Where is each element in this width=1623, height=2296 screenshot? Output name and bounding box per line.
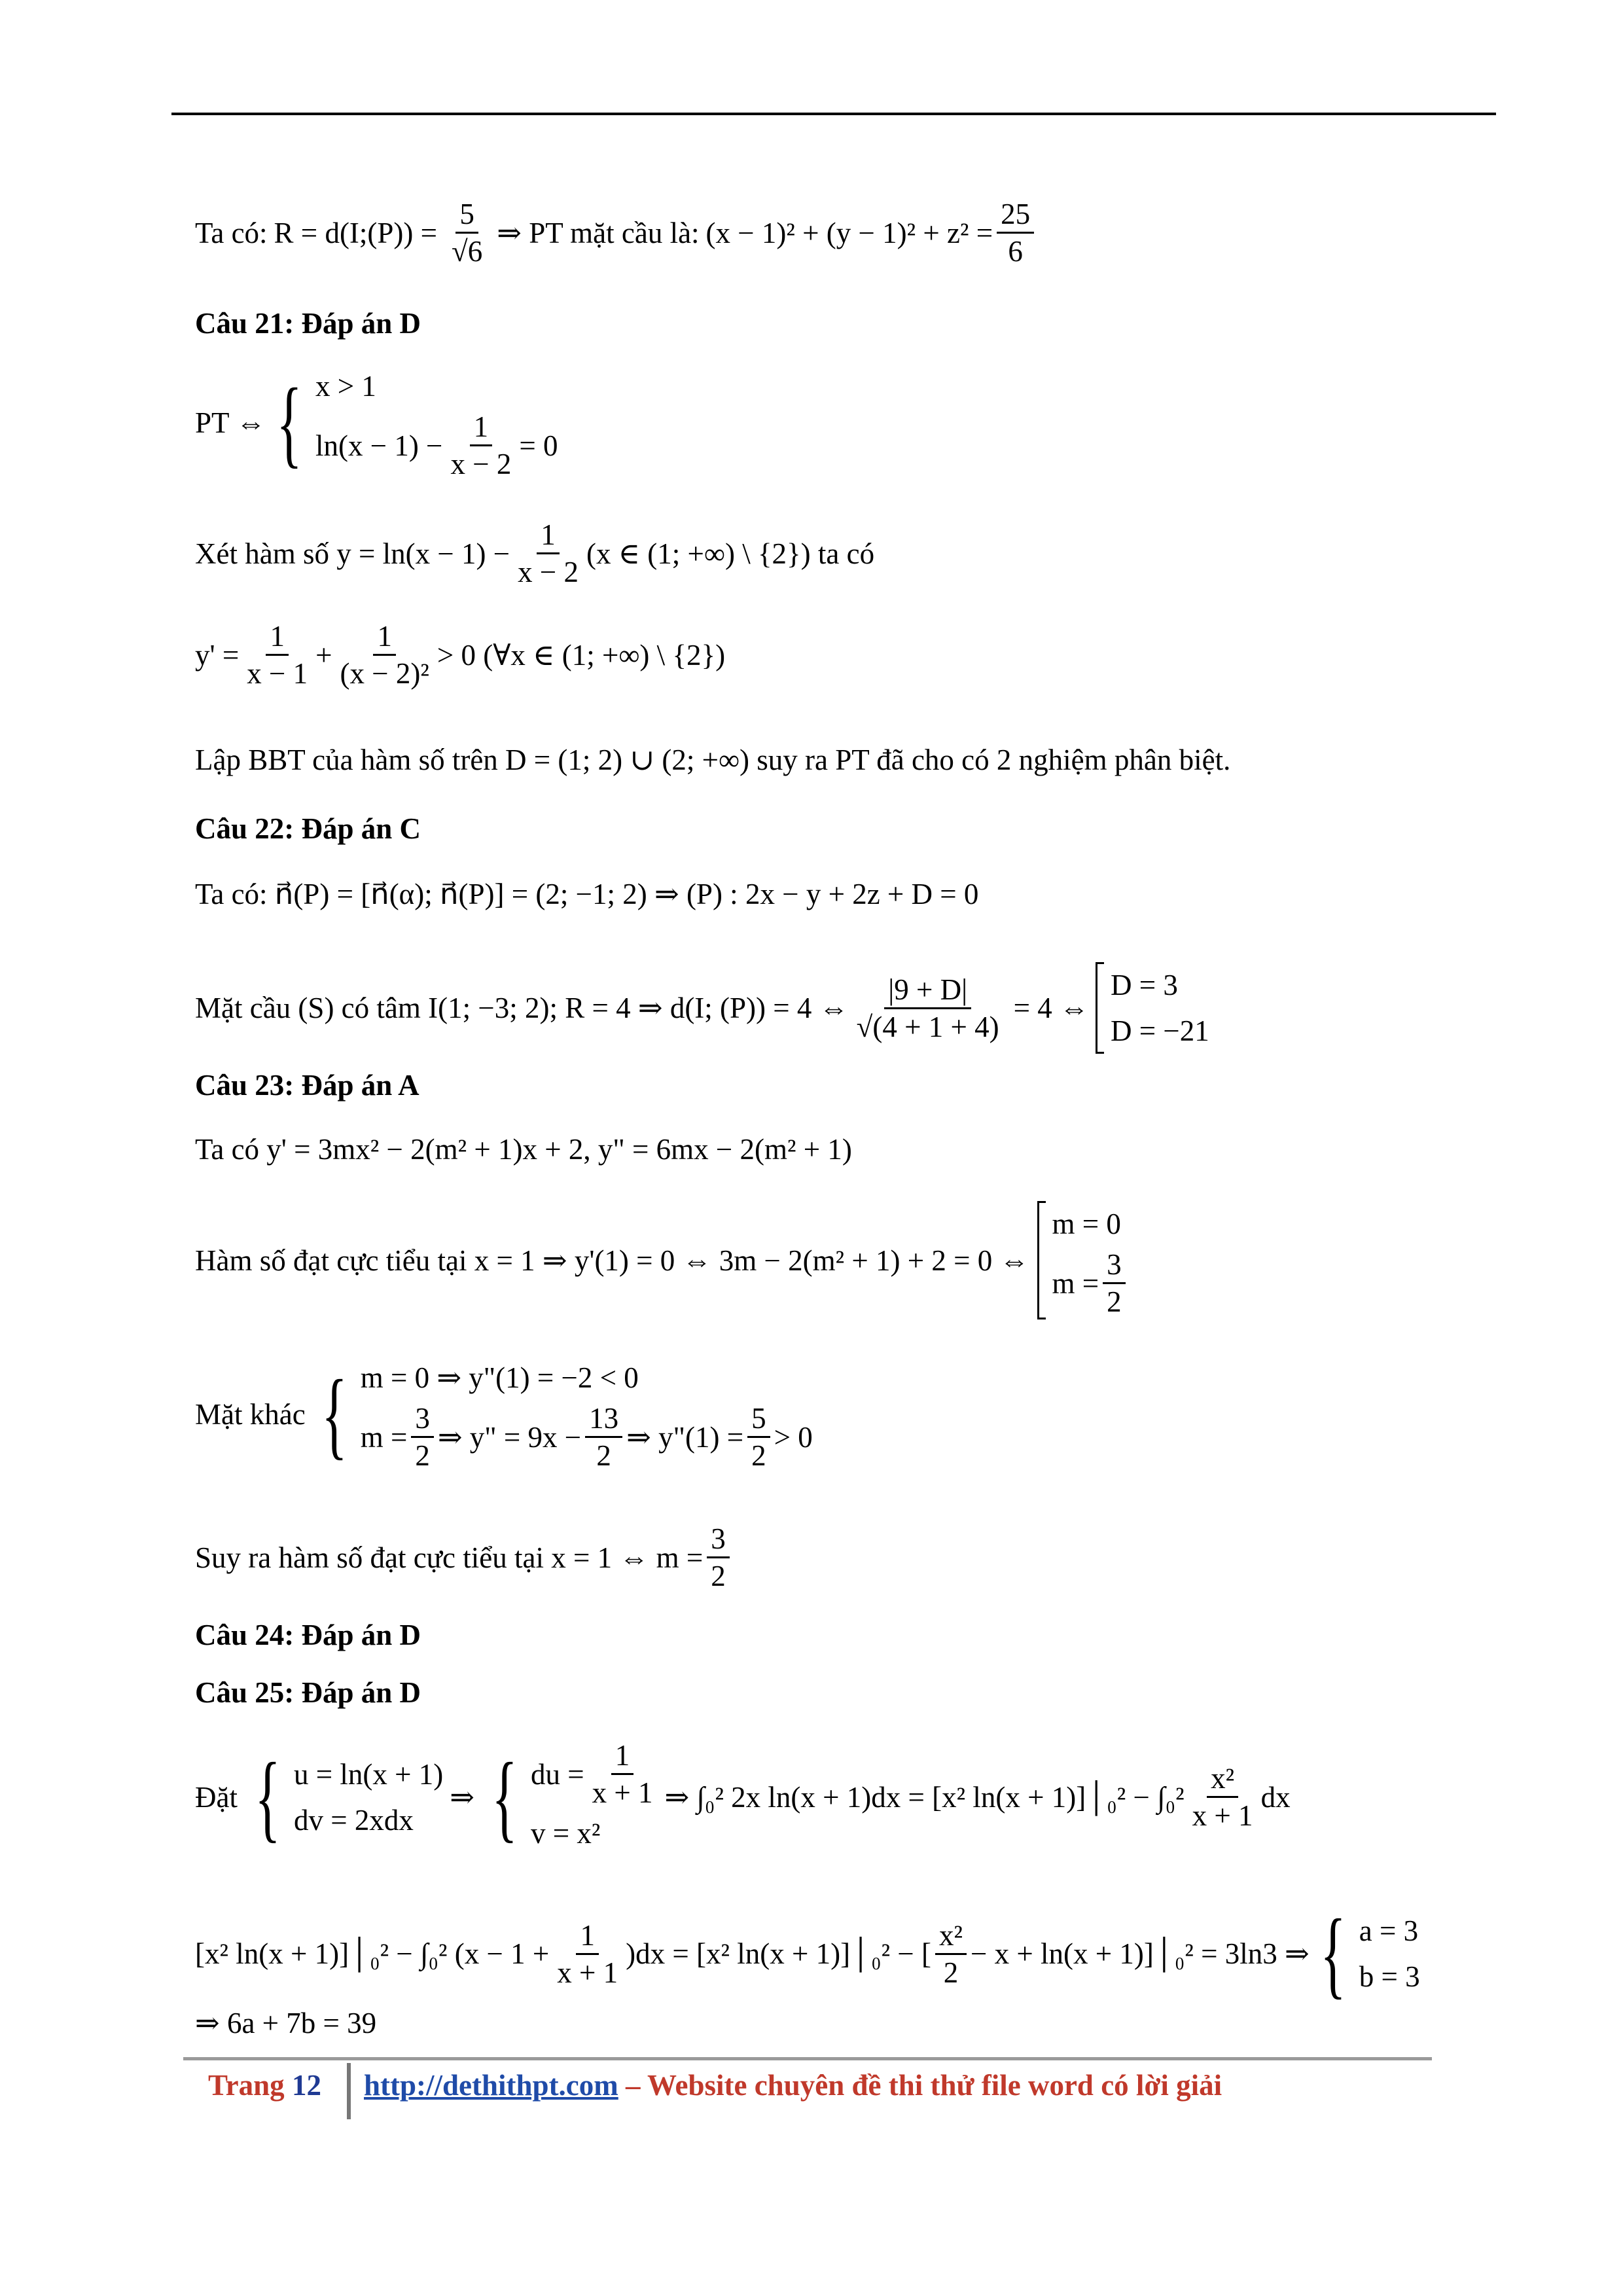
system-line: b = 3 [1359, 1960, 1420, 1993]
text: ⇒ PT mặt cầu là: [497, 216, 700, 249]
footer-text [364, 2068, 1222, 2102]
fraction [707, 1521, 730, 1594]
solution-line: m = 0 [1052, 1208, 1121, 1240]
denominator: 2 [751, 1439, 766, 1472]
question-heading: Câu 23: Đáp án A [195, 1069, 419, 1102]
integration-line [195, 1899, 1420, 2008]
denominator: √6 [452, 235, 483, 268]
denominator: x + 1 [557, 1956, 618, 1989]
brace-icon: { [491, 1742, 518, 1852]
numerator: 1 [537, 517, 560, 554]
math: Suy ra hàm số đạt cực tiểu tại x = 1 ⇔ m = [195, 1541, 704, 1574]
math: )dx = [x² ln(x + 1)]│₀² − [ [626, 1937, 932, 1970]
math: y' = [195, 638, 240, 672]
denominator: (x − 2)² [340, 657, 429, 690]
math: du = [530, 1757, 584, 1791]
fraction [243, 619, 312, 691]
numerator: 3 [411, 1401, 434, 1438]
numerator: 3 [707, 1521, 730, 1558]
website-link[interactable]: http://dethithpt.com [364, 2069, 618, 2102]
math: + [315, 638, 332, 672]
math: m = [1052, 1266, 1099, 1300]
system-line: dv = 2xdx [293, 1803, 414, 1837]
math: Xét hàm số y = ln(x − 1) − [195, 537, 510, 570]
math: ⇒ y" = 9x − [437, 1420, 582, 1454]
math: m = [360, 1420, 408, 1454]
numerator: |9 + D| [884, 972, 971, 1009]
footer-separator [347, 2063, 351, 2119]
math: (x − 1)² + (y − 1)² + z² = [705, 216, 993, 249]
numerator: 5 [455, 196, 478, 234]
system [266, 363, 558, 482]
fraction [747, 1401, 770, 1473]
question-heading: Câu 22: Đáp án C [195, 812, 421, 845]
text: Ta có: [195, 216, 268, 249]
fraction [448, 196, 486, 269]
substitution-line [195, 1738, 1291, 1856]
system [311, 1355, 813, 1473]
system-line: x > 1 [315, 370, 376, 403]
final-answer: ⇒ 6a + 7b = 39 [195, 2007, 377, 2039]
math: > 0 (∀x ∈ (1; +∞) \ {2}) [437, 638, 726, 672]
system-line: a = 3 [1359, 1914, 1419, 1947]
fraction [411, 1401, 434, 1473]
fraction [997, 196, 1034, 269]
suy-ra-line [195, 1521, 734, 1594]
text: PT ⇔ [195, 406, 266, 439]
denominator: 2 [1107, 1285, 1122, 1318]
denominator: 6 [1008, 235, 1023, 268]
brace-icon: { [321, 1359, 348, 1469]
brace-icon: { [276, 368, 302, 477]
numerator: 1 [576, 1918, 599, 1955]
normal-vector-line: Ta có: n⃗(P) = [n⃗(α); n⃗(P)] = (2; −1; 2) ⇒ (P) : 2x − y + 2z + D = 0 [195, 878, 979, 910]
solution-line [1052, 1247, 1130, 1319]
sphere-distance-line [195, 962, 1209, 1054]
system-line [361, 1401, 813, 1473]
question-heading: Câu 21: Đáp án D [195, 307, 421, 340]
math: = 0 [519, 429, 558, 462]
math: ⇒ [450, 1780, 474, 1814]
math: = 4 ⇔ [1013, 992, 1089, 1024]
fraction [585, 1401, 622, 1473]
question-heading: Câu 25: Đáp án D [195, 1676, 421, 1709]
brace-icon: { [255, 1742, 281, 1852]
solution-set [1096, 962, 1209, 1054]
page-num: 12 [291, 2069, 321, 2102]
numerator: 1 [611, 1738, 634, 1775]
system [244, 1742, 444, 1852]
fraction [553, 1918, 622, 1990]
system-line: u = ln(x + 1) [293, 1757, 444, 1791]
math: Mặt cầu (S) có tâm I(1; −3; 2); R = 4 ⇒ d(I; (P)) = 4 ⇔ [195, 992, 849, 1024]
numerator: 1 [373, 619, 396, 656]
numerator: 13 [585, 1401, 622, 1438]
math: ⇒ y"(1) = [626, 1420, 744, 1454]
system [1310, 1899, 1420, 2008]
denominator: 2 [943, 1956, 959, 1989]
question-heading: Câu 24: Đáp án D [195, 1619, 421, 1651]
derivative-line [195, 619, 725, 691]
solution-line: D = −21 [1111, 1014, 1209, 1047]
fraction [935, 1918, 967, 1990]
fraction [853, 972, 1003, 1045]
system-line [315, 409, 558, 482]
denominator: x + 1 [592, 1776, 653, 1809]
pt-system [195, 363, 558, 482]
brace-icon: { [1319, 1899, 1346, 2008]
math: dx [1260, 1780, 1291, 1814]
math: ⇒ ∫₀² 2x ln(x + 1)dx = [x² ln(x + 1)]│₀² − ∫₀² [664, 1780, 1185, 1814]
system-line: v = x² [530, 1817, 601, 1850]
conclusion-line: Lập BBT của hàm số trên D = (1; 2) ∪ (2; +∞) suy ra PT đã cho có 2 nghiệm phân biệt. [195, 744, 1231, 776]
text: Đặt [195, 1780, 238, 1814]
xet-ham-so [195, 517, 874, 590]
fraction [336, 619, 433, 691]
denominator: x − 2 [518, 556, 579, 588]
fraction [514, 517, 582, 590]
fraction [446, 409, 515, 482]
numerator: x² [1207, 1761, 1238, 1798]
denominator: 2 [596, 1439, 611, 1472]
page-label: Trang [208, 2069, 285, 2102]
denominator: x − 2 [450, 448, 512, 480]
system [481, 1738, 661, 1856]
numerator: 5 [747, 1401, 770, 1438]
fraction [588, 1738, 657, 1810]
sphere-equation-line [195, 196, 1038, 269]
solution-set [1037, 1201, 1130, 1319]
denominator: √(4 + 1 + 4) [856, 1010, 999, 1043]
math: Hàm số đạt cực tiểu tại x = 1 ⇒ y'(1) = 0 ⇔ 3m − 2(m² + 1) + 2 = 0 ⇔ [195, 1244, 1029, 1277]
numerator: 3 [1103, 1247, 1126, 1284]
math: R = d(I;(P)) = [274, 216, 438, 249]
denominator: 2 [711, 1560, 726, 1592]
system-line: m = 0 ⇒ y"(1) = −2 < 0 [360, 1361, 639, 1394]
denominator: x − 1 [247, 657, 308, 690]
math: − x + ln(x + 1)]│₀² = 3ln3 ⇒ [971, 1937, 1310, 1970]
numerator: 1 [266, 619, 289, 656]
math: > 0 [774, 1420, 813, 1454]
minimum-condition [195, 1201, 1130, 1319]
numerator: 25 [997, 196, 1034, 234]
math: ln(x − 1) − [315, 429, 443, 462]
mat-khac [195, 1355, 813, 1473]
fraction [1188, 1761, 1257, 1833]
math: (x ∈ (1; +∞) \ {2}) ta có [586, 537, 875, 570]
fraction [1103, 1247, 1126, 1319]
numerator: x² [935, 1918, 967, 1955]
footer-tagline: – Website chuyên đề thi thử file word có lời giải [618, 2069, 1222, 2102]
text: Mặt khác [195, 1397, 306, 1431]
math: [x² ln(x + 1)]│₀² − ∫₀² (x − 1 + [195, 1937, 550, 1970]
denominator: 2 [415, 1439, 430, 1472]
footer-rule [183, 2057, 1432, 2060]
system-line [531, 1738, 661, 1810]
page-number [208, 2068, 321, 2102]
header-rule [171, 113, 1496, 115]
solution-line: D = 3 [1111, 969, 1178, 1001]
derivatives-line: Ta có y' = 3mx² − 2(m² + 1)x + 2, y" = 6mx − 2(m² + 1) [195, 1133, 852, 1166]
denominator: x + 1 [1192, 1799, 1253, 1832]
numerator: 1 [470, 409, 493, 446]
